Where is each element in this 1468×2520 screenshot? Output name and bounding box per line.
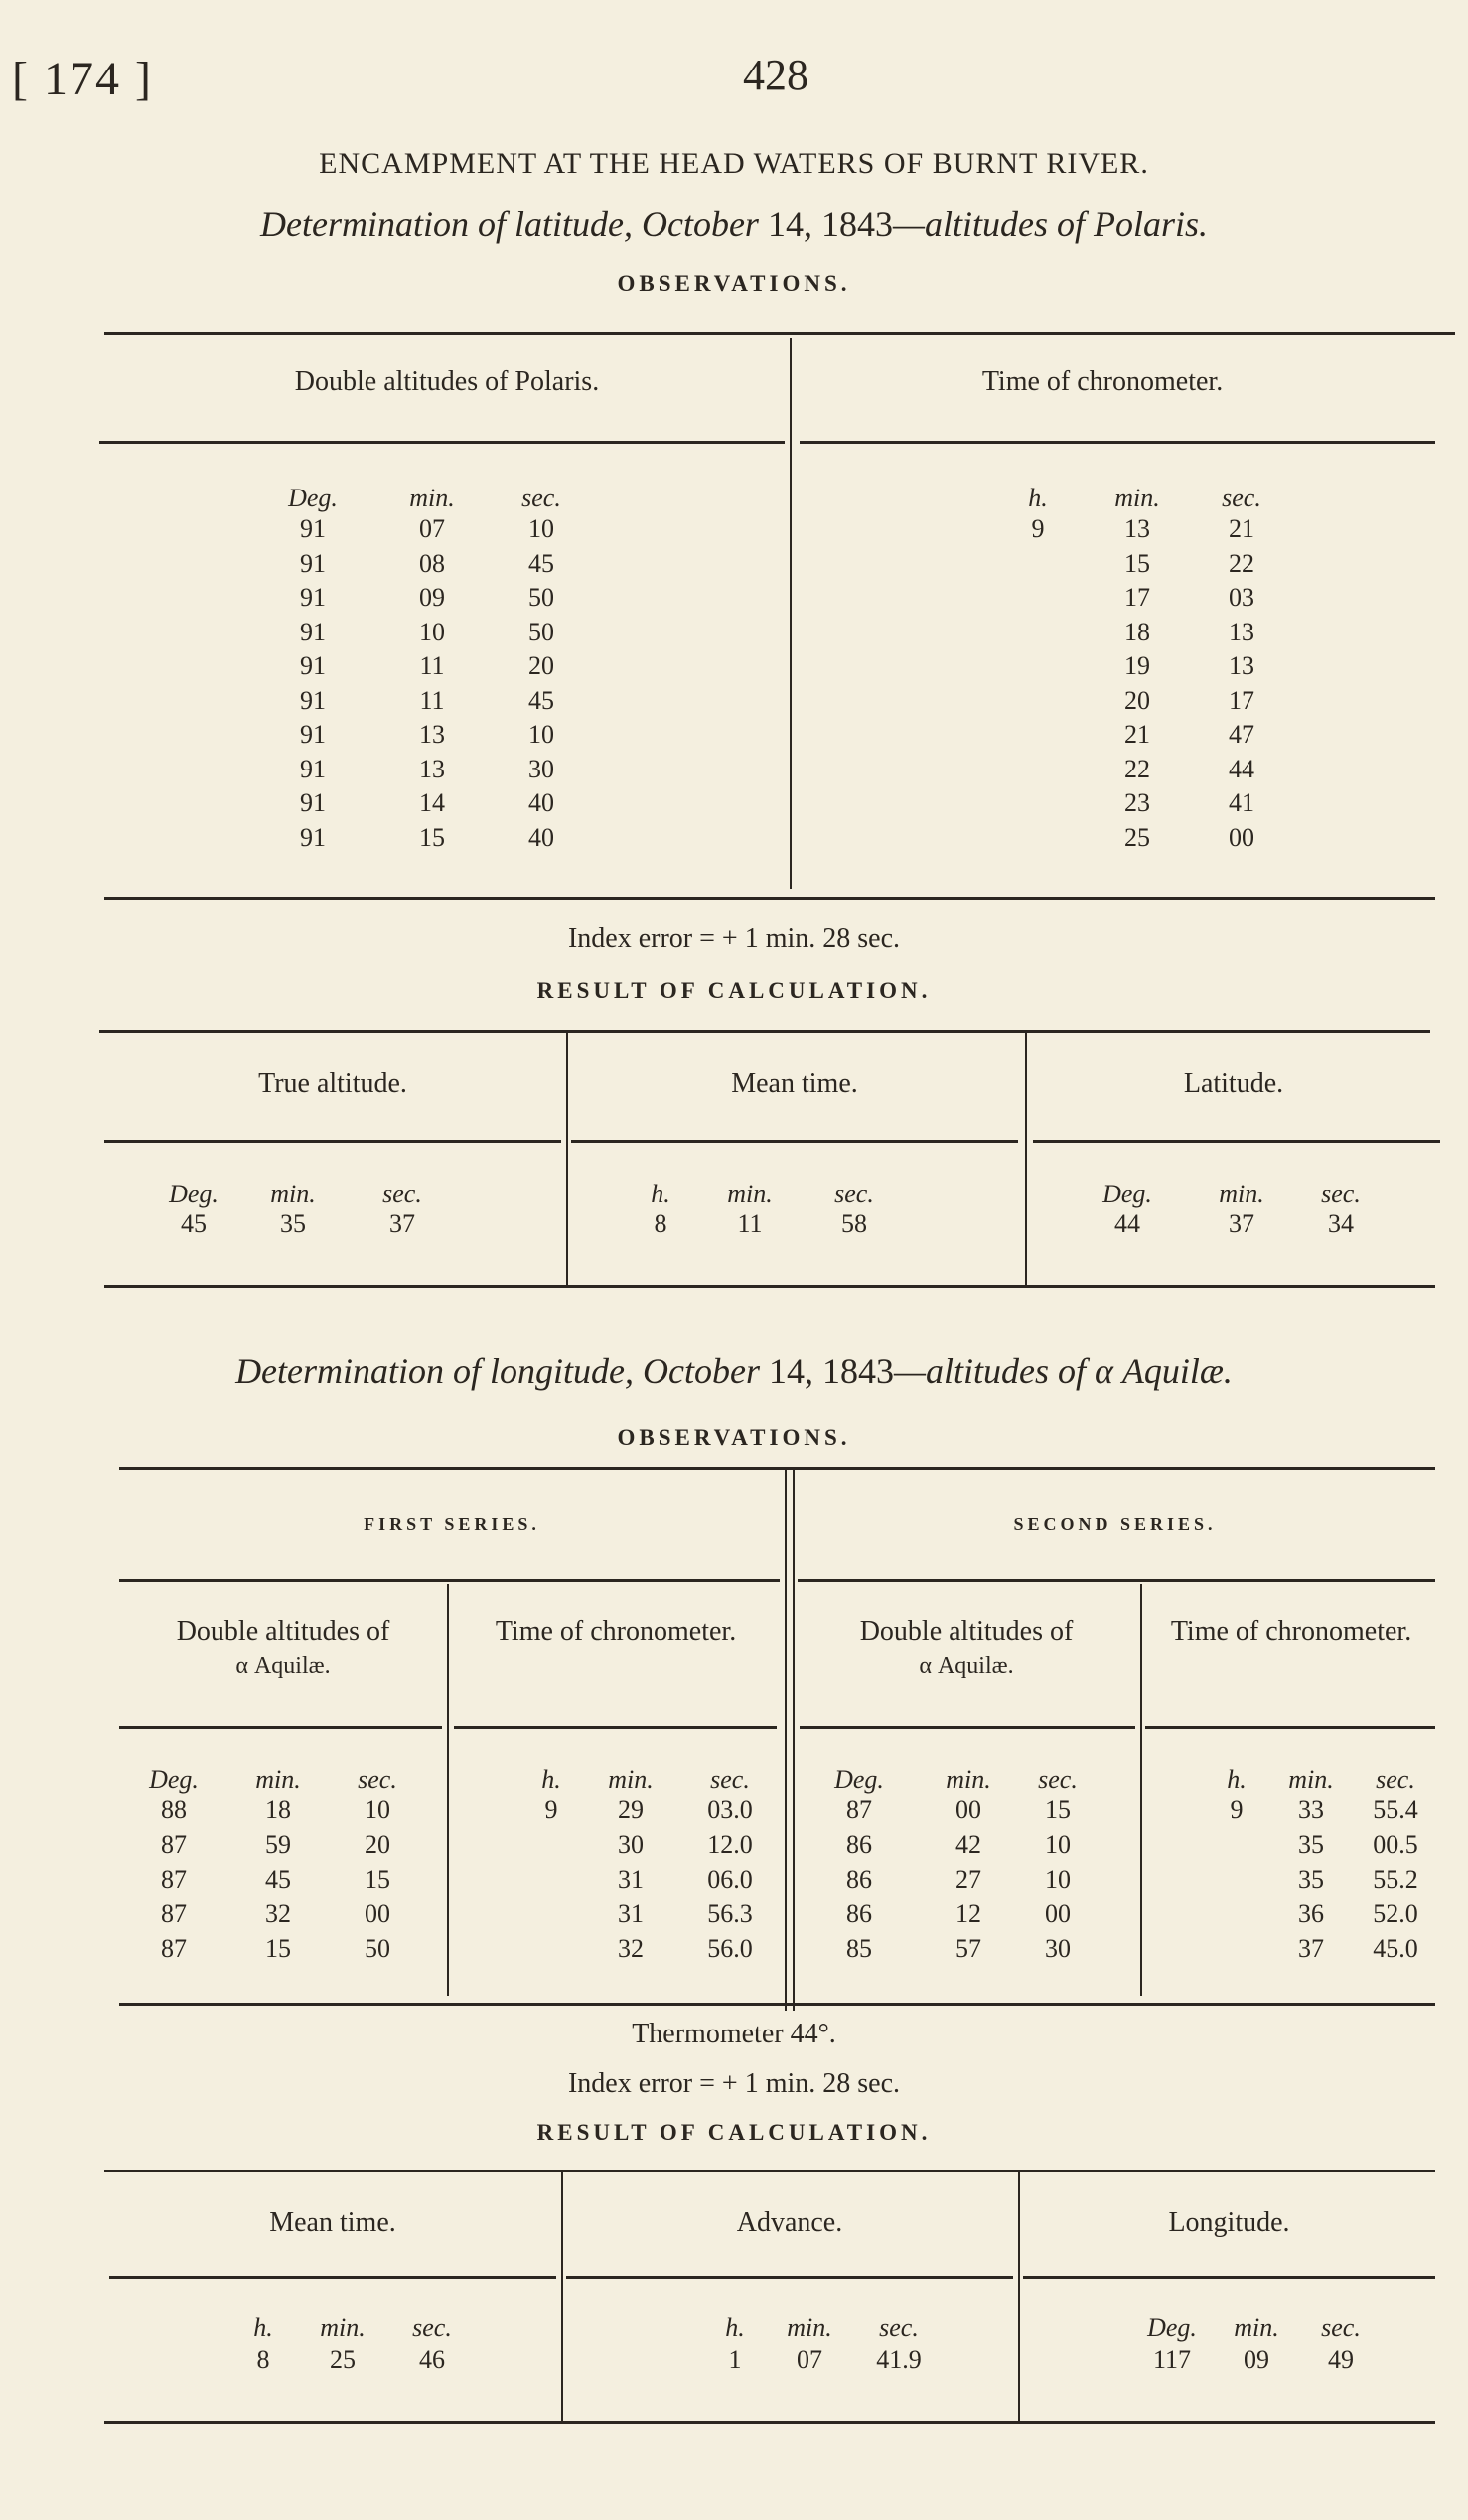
s2-alt-cell: 00 (1045, 1899, 1071, 1928)
s2-alt-unit: Deg. (834, 1765, 884, 1794)
s2-time-cell: 33 (1298, 1795, 1324, 1824)
s1-alt-cell: 15 (265, 1934, 291, 1963)
lat-alt-cell: 14 (419, 788, 445, 817)
lat-alt-cell: 20 (528, 651, 554, 680)
s1-alt-cell: 18 (265, 1795, 291, 1824)
result-value: 1 (728, 2345, 742, 2374)
result-unit: h. (253, 2313, 273, 2342)
s2-alt-cell: 42 (955, 1830, 981, 1859)
s2-time-cell: 35 (1298, 1830, 1324, 1859)
s1-time-unit: h. (541, 1765, 561, 1794)
s1-alt-cell: 00 (365, 1899, 390, 1928)
s2-alt-cell: 86 (846, 1830, 872, 1859)
lat-alt-cell: 10 (528, 720, 554, 749)
lat-alt-cell: 91 (300, 822, 326, 852)
result-value: 8 (256, 2345, 270, 2374)
lat-alt-unit: Deg. (288, 484, 338, 512)
s1-alt-unit: min. (255, 1765, 301, 1794)
lat-alt-cell: 40 (528, 788, 554, 817)
lat-time-cell: 22 (1124, 754, 1150, 783)
lat-alt-cell: 40 (528, 822, 554, 852)
s2-time-cell: 55.4 (1373, 1795, 1418, 1824)
s1-time-cell: 31 (618, 1899, 644, 1928)
lat-alt-cell: 91 (300, 685, 326, 715)
result-unit: min. (1234, 2313, 1279, 2342)
lat-time-cell: 13 (1229, 617, 1254, 646)
s1-alt-cell: 88 (161, 1795, 187, 1824)
s2-col-header-chronometer: Time of chronometer. (1170, 1616, 1412, 1647)
second-series-header: SECOND SERIES. (1013, 1514, 1217, 1534)
s1-time-cell: 03.0 (707, 1795, 753, 1824)
result-value: 8 (654, 1209, 667, 1238)
s2-alt-cell: 12 (955, 1899, 981, 1928)
s1-time-cell: 30 (618, 1830, 644, 1859)
s1-alt-cell: 87 (161, 1830, 187, 1859)
page-number: 428 (743, 51, 808, 99)
lat-alt-cell: 07 (419, 514, 445, 543)
lat-time-cell: 17 (1124, 583, 1150, 612)
result-unit: min. (787, 2313, 832, 2342)
result-col-header: Longitude. (1168, 2207, 1290, 2238)
s2-alt-cell: 15 (1045, 1795, 1071, 1824)
lat-time-cell: 21 (1124, 720, 1150, 749)
latitude-observations-label: OBSERVATIONS. (617, 271, 851, 296)
s2-alt-cell: 86 (846, 1865, 872, 1893)
lat-time-cell: 22 (1229, 548, 1254, 578)
s2-time-unit: h. (1227, 1765, 1247, 1794)
col-header-chronometer: Time of chronometer. (981, 366, 1224, 397)
result-unit: min. (320, 2313, 366, 2342)
lat-alt-cell: 91 (300, 651, 326, 680)
s1-alt-cell: 87 (161, 1934, 187, 1963)
lat-time-unit: sec. (1222, 484, 1261, 512)
result-col-header: Latitude. (1183, 1068, 1284, 1099)
s2-alt-cell: 00 (955, 1795, 981, 1824)
lat-alt-cell: 45 (528, 548, 554, 578)
longitude-observations-label: OBSERVATIONS. (617, 1425, 851, 1450)
latitude-index-error: Index error = + 1 min. 28 sec. (567, 923, 901, 954)
lat-alt-cell: 08 (419, 548, 445, 578)
lat-time-cell: 17 (1229, 685, 1254, 715)
result-value: 11 (737, 1209, 763, 1238)
s2-time-cell: 9 (1230, 1795, 1244, 1824)
lat-time-cell: 21 (1229, 514, 1254, 543)
result-unit: h. (725, 2313, 745, 2342)
lat-time-unit: min. (1114, 484, 1160, 512)
longitude-result-label: RESULT OF CALCULATION. (536, 2120, 932, 2145)
lat-time-cell: 25 (1124, 822, 1150, 852)
lat-alt-cell: 10 (419, 617, 445, 646)
lat-alt-cell: 11 (419, 685, 445, 715)
latitude-result-label: RESULT OF CALCULATION. (536, 978, 932, 1003)
s1-col-header-altitudes: Double altitudes of α Aquilæ. (176, 1616, 390, 1679)
result-value: 35 (280, 1209, 306, 1238)
lat-alt-cell: 50 (528, 617, 554, 646)
result-value: 117 (1152, 2345, 1192, 2374)
result-value: 37 (1229, 1209, 1254, 1238)
col-header-double-altitudes: Double altitudes of Polaris. (294, 366, 600, 397)
longitude-title: Determination of longitude, October 14, 1843—altitudes of α Aquilæ. (235, 1351, 1233, 1391)
s1-time-cell: 9 (544, 1795, 558, 1824)
result-value: 46 (419, 2345, 445, 2374)
result-value: 37 (389, 1209, 415, 1238)
lat-time-unit: h. (1028, 484, 1048, 512)
s1-alt-cell: 59 (265, 1830, 291, 1859)
s1-alt-cell: 45 (265, 1865, 291, 1893)
result-unit: sec. (412, 2313, 452, 2342)
lat-time-cell: 15 (1124, 548, 1150, 578)
lat-time-cell: 03 (1229, 583, 1254, 612)
lat-alt-cell: 09 (419, 583, 445, 612)
result-col-header: Mean time. (269, 2207, 396, 2238)
lat-time-cell: 00 (1229, 822, 1254, 852)
thermometer-reading: Thermometer 44°. (632, 2019, 836, 2049)
lat-alt-cell: 91 (300, 754, 326, 783)
result-col-header: True altitude. (258, 1068, 407, 1099)
result-unit: h. (651, 1180, 670, 1208)
lat-alt-cell: 45 (528, 685, 554, 715)
result-unit: Deg. (169, 1180, 219, 1208)
s1-col-header-chronometer: Time of chronometer. (495, 1616, 737, 1647)
s2-alt-cell: 27 (955, 1865, 981, 1893)
s1-time-cell: 32 (618, 1934, 644, 1963)
result-col-header: Advance. (736, 2207, 843, 2238)
result-unit: sec. (1321, 1180, 1361, 1208)
lat-time-cell: 47 (1229, 720, 1254, 749)
s2-time-unit: min. (1288, 1765, 1334, 1794)
lat-alt-cell: 91 (300, 583, 326, 612)
s1-time-cell: 06.0 (707, 1865, 753, 1893)
lat-time-cell: 9 (1031, 514, 1045, 543)
result-value: 34 (1328, 1209, 1354, 1238)
s2-time-cell: 55.2 (1373, 1865, 1418, 1893)
s1-time-unit: min. (608, 1765, 654, 1794)
result-unit: sec. (834, 1180, 874, 1208)
s2-time-cell: 45.0 (1373, 1934, 1418, 1963)
lat-time-cell: 13 (1229, 651, 1254, 680)
longitude-index-error: Index error = + 1 min. 28 sec. (567, 2068, 901, 2099)
result-unit: sec. (1321, 2313, 1361, 2342)
s2-alt-unit: min. (946, 1765, 991, 1794)
lat-alt-cell: 91 (300, 788, 326, 817)
lat-time-cell: 18 (1124, 617, 1150, 646)
s1-alt-cell: 20 (365, 1830, 390, 1859)
lat-alt-cell: 13 (419, 754, 445, 783)
s2-alt-cell: 30 (1045, 1934, 1071, 1963)
s2-alt-cell: 57 (955, 1934, 981, 1963)
result-value: 45 (181, 1209, 207, 1238)
s1-alt-cell: 10 (365, 1795, 390, 1824)
s1-alt-cell: 50 (365, 1934, 390, 1963)
s1-time-cell: 31 (618, 1865, 644, 1893)
s1-time-cell: 29 (618, 1795, 644, 1824)
lat-alt-cell: 91 (300, 548, 326, 578)
result-unit: sec. (382, 1180, 422, 1208)
lat-alt-cell: 91 (300, 617, 326, 646)
lat-alt-cell: 30 (528, 754, 554, 783)
lat-time-cell: 13 (1124, 514, 1150, 543)
result-value: 44 (1114, 1209, 1140, 1238)
s1-time-cell: 56.0 (707, 1934, 753, 1963)
s1-time-cell: 12.0 (707, 1830, 753, 1859)
first-series-header: FIRST SERIES. (364, 1514, 540, 1534)
lat-alt-cell: 91 (300, 720, 326, 749)
s1-time-cell: 56.3 (707, 1899, 753, 1928)
s2-alt-cell: 87 (846, 1795, 872, 1824)
s1-alt-unit: Deg. (149, 1765, 199, 1794)
page-heading: ENCAMPMENT AT THE HEAD WATERS OF BURNT RIVER. (319, 147, 1149, 180)
s1-alt-cell: 87 (161, 1899, 187, 1928)
result-value: 49 (1328, 2345, 1354, 2374)
s2-alt-cell: 10 (1045, 1830, 1071, 1859)
result-unit: Deg. (1147, 2313, 1197, 2342)
lat-time-cell: 20 (1124, 685, 1150, 715)
latitude-title: Determination of latitude, October 14, 1843—altitudes of Polaris. (260, 205, 1208, 244)
s2-alt-cell: 10 (1045, 1865, 1071, 1893)
s2-alt-cell: 85 (846, 1934, 872, 1963)
result-unit: min. (270, 1180, 316, 1208)
lat-time-cell: 41 (1229, 788, 1254, 817)
s1-time-unit: sec. (710, 1765, 750, 1794)
s2-alt-cell: 86 (846, 1899, 872, 1928)
s2-col-header-altitudes: Double altitudes of α Aquilæ. (859, 1616, 1074, 1679)
s2-time-cell: 00.5 (1373, 1830, 1418, 1859)
s2-alt-unit: sec. (1038, 1765, 1078, 1794)
s2-time-cell: 52.0 (1373, 1899, 1418, 1928)
result-value: 25 (330, 2345, 356, 2374)
lat-alt-cell: 91 (300, 514, 326, 543)
s1-alt-cell: 87 (161, 1865, 187, 1893)
lat-alt-cell: 11 (419, 651, 445, 680)
s1-alt-cell: 15 (365, 1865, 390, 1893)
s2-time-unit: sec. (1376, 1765, 1415, 1794)
result-unit: min. (727, 1180, 773, 1208)
result-unit: sec. (879, 2313, 919, 2342)
bracket-page-number: [ 174 ] (12, 53, 153, 105)
lat-time-cell: 44 (1229, 754, 1254, 783)
s2-time-cell: 35 (1298, 1865, 1324, 1893)
lat-alt-cell: 50 (528, 583, 554, 612)
result-unit: min. (1219, 1180, 1264, 1208)
lat-alt-cell: 13 (419, 720, 445, 749)
result-col-header: Mean time. (731, 1068, 858, 1099)
lat-alt-unit: sec. (521, 484, 561, 512)
s2-time-cell: 37 (1298, 1934, 1324, 1963)
lat-alt-unit: min. (409, 484, 455, 512)
result-value: 41.9 (876, 2345, 922, 2374)
lat-time-cell: 19 (1124, 651, 1150, 680)
result-value: 58 (841, 1209, 867, 1238)
lat-time-cell: 23 (1124, 788, 1150, 817)
lat-alt-cell: 10 (528, 514, 554, 543)
s1-alt-cell: 32 (265, 1899, 291, 1928)
s2-time-cell: 36 (1298, 1899, 1324, 1928)
s1-alt-unit: sec. (358, 1765, 397, 1794)
result-unit: Deg. (1102, 1180, 1152, 1208)
result-value: 09 (1244, 2345, 1269, 2374)
result-value: 07 (797, 2345, 822, 2374)
lat-alt-cell: 15 (419, 822, 445, 852)
